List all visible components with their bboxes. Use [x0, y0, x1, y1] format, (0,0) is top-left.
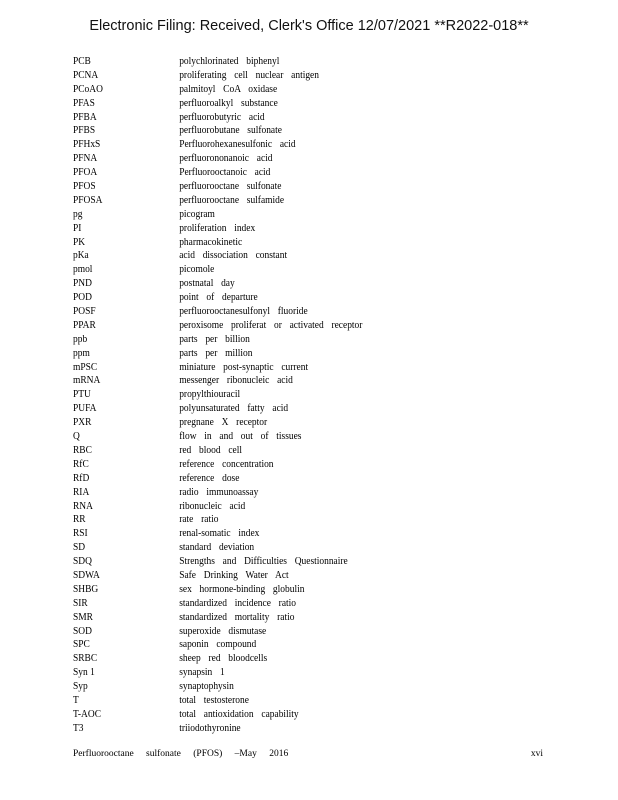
- abbreviation-row: [73, 555, 505, 569]
- abbreviation-definition: saponin compound: [179, 639, 257, 651]
- abbreviation-row: [73, 597, 505, 611]
- abbreviation-term: PPAR: [73, 319, 96, 331]
- abbreviation-row: [73, 416, 505, 430]
- abbreviation-definition: postnatal day: [179, 278, 235, 290]
- abbreviation-term: SMR: [73, 611, 93, 623]
- abbreviation-definition: flow in and out of tissues: [179, 431, 302, 443]
- abbreviation-row: [73, 388, 505, 402]
- abbreviation-row: [73, 361, 505, 375]
- abbreviation-row: [73, 138, 505, 152]
- abbreviation-term: T-AOC: [73, 708, 102, 720]
- abbreviation-row: [73, 83, 505, 97]
- abbreviation-row: [73, 513, 505, 527]
- abbreviation-row: [73, 444, 505, 458]
- abbreviation-term: PFBA: [73, 111, 97, 123]
- abbreviation-row: [73, 430, 505, 444]
- abbreviation-term: PFBS: [73, 125, 96, 137]
- abbreviation-row: [73, 319, 505, 333]
- abbreviation-definition: proliferating cell nuclear antigen: [179, 69, 319, 81]
- abbreviation-definition: Perfluorohexanesulfonic acid: [179, 139, 296, 151]
- abbreviation-row: [73, 180, 505, 194]
- abbreviation-row: [73, 472, 505, 486]
- abbreviation-term: PND: [73, 278, 92, 290]
- filing-stamp: Electronic Filing: Received, Clerk's Office 12/07/2021 **R2022-018**: [89, 18, 529, 34]
- abbreviation-definition: proliferation index: [179, 222, 256, 234]
- abbreviation-term: RIA: [73, 486, 90, 498]
- abbreviation-definition: point of departure: [179, 292, 258, 304]
- abbreviation-row: [73, 541, 505, 555]
- abbreviation-term: PTU: [73, 389, 91, 401]
- abbreviation-definition: synapsin 1: [179, 667, 225, 679]
- footer-page-number: xvi: [530, 749, 543, 759]
- abbreviation-row: [73, 680, 505, 694]
- abbreviation-definition: standardized incidence ratio: [179, 597, 297, 609]
- abbreviation-definition: radio immunoassay: [179, 486, 259, 498]
- abbreviation-row: [73, 500, 505, 514]
- abbreviation-row: [73, 152, 505, 166]
- footer-document-title: Perfluorooctane sulfonate (PFOS) –May 2016: [73, 749, 289, 759]
- abbreviation-term: PCoAO: [73, 83, 103, 95]
- abbreviation-row: [73, 277, 505, 291]
- abbreviation-definition: polyunsaturated fatty acid: [179, 403, 289, 415]
- abbreviation-row: [73, 222, 505, 236]
- abbreviation-row: [73, 236, 505, 250]
- abbreviation-definition: ribonucleic acid: [179, 500, 246, 512]
- abbreviation-row: [73, 527, 505, 541]
- abbreviation-definition: propylthiouracil: [179, 389, 241, 401]
- abbreviation-term: PCNA: [73, 69, 99, 81]
- abbreviation-row: [73, 333, 505, 347]
- abbreviation-term: PFOS: [73, 181, 96, 193]
- abbreviation-row: [73, 611, 505, 625]
- abbreviation-term: RBC: [73, 444, 92, 456]
- abbreviation-row: [73, 402, 505, 416]
- abbreviation-definition: sheep red bloodcells: [179, 653, 268, 665]
- abbreviation-term: PXR: [73, 417, 92, 429]
- abbreviation-row: [73, 166, 505, 180]
- abbreviation-definition: polychlorinated biphenyl: [179, 56, 280, 67]
- abbreviation-row: [73, 625, 505, 639]
- abbreviation-definition: pharmacokinetic: [179, 236, 243, 248]
- abbreviation-definition: miniature post-synaptic current: [179, 361, 309, 373]
- abbreviation-row: [73, 347, 505, 361]
- abbreviation-row: [73, 458, 505, 472]
- abbreviation-term: SDWA: [73, 569, 100, 581]
- abbreviation-term: T3: [73, 722, 84, 734]
- abbreviation-term: SHBG: [73, 583, 99, 595]
- abbreviation-definition: renal-somatic index: [179, 528, 260, 540]
- abbreviation-term: PUFA: [73, 403, 97, 415]
- abbreviation-term: mRNA: [73, 375, 101, 387]
- abbreviation-definition: pregnane X receptor: [179, 417, 268, 429]
- abbreviation-term: PFNA: [73, 153, 98, 165]
- abbreviation-term: RNA: [73, 500, 93, 512]
- abbreviation-term: pKa: [73, 250, 89, 262]
- abbreviation-definition: picomole: [179, 264, 215, 276]
- abbreviation-definition: triiodothyronine: [179, 722, 241, 734]
- abbreviation-term: SDQ: [73, 556, 92, 568]
- abbreviation-term: ppm: [73, 347, 90, 359]
- abbreviation-definition: reference concentration: [179, 458, 274, 470]
- abbreviation-term: Syp: [73, 681, 88, 693]
- abbreviation-definition: parts per million: [179, 347, 253, 359]
- abbreviation-definition: reference dose: [179, 472, 240, 484]
- abbreviation-term: PI: [73, 222, 82, 234]
- abbreviation-term: SOD: [73, 625, 92, 637]
- abbreviation-term: Syn 1: [73, 667, 95, 679]
- abbreviation-term: PFHxS: [73, 139, 101, 151]
- abbreviation-term: PFAS: [73, 97, 95, 109]
- abbreviation-row: [73, 374, 505, 388]
- abbreviation-term: PFOA: [73, 167, 98, 179]
- abbreviation-definition: perfluoroalkyl substance: [179, 97, 278, 109]
- abbreviation-definition: standardized mortality ratio: [179, 611, 295, 623]
- abbreviation-row: [73, 124, 505, 138]
- abbreviation-term: pg: [73, 208, 83, 220]
- abbreviation-definition: perfluorooctane sulfamide: [179, 194, 285, 206]
- abbreviation-term: POSF: [73, 306, 96, 318]
- abbreviation-definition: rate ratio: [179, 514, 219, 526]
- abbreviation-term: Q: [73, 431, 80, 443]
- abbreviation-row: [73, 291, 505, 305]
- abbreviation-term: POD: [73, 292, 92, 304]
- abbreviation-term: RR: [73, 514, 86, 526]
- abbreviation-definition: standard deviation: [179, 542, 255, 554]
- abbreviation-term: RSI: [73, 528, 88, 540]
- abbreviation-row: [73, 305, 505, 319]
- abbreviation-term: ppb: [73, 333, 88, 345]
- abbreviation-row: [73, 722, 505, 736]
- abbreviation-definition: perfluorononanoic acid: [179, 153, 273, 165]
- abbreviation-row: [73, 638, 505, 652]
- abbreviation-definition: picogram: [179, 208, 215, 220]
- abbreviation-row: [73, 652, 505, 666]
- abbreviation-row: [73, 263, 505, 277]
- abbreviation-term: PCB: [73, 56, 91, 67]
- abbreviation-definition: superoxide dismutase: [179, 625, 267, 637]
- abbreviation-definition: perfluorooctanesulfonyl fluoride: [179, 306, 308, 318]
- abbreviation-list: [73, 55, 505, 736]
- abbreviation-definition: perfluorobutane sulfonate: [179, 125, 282, 137]
- abbreviation-row: [73, 708, 505, 722]
- abbreviation-definition: peroxisome proliferat or activated receptor: [179, 319, 363, 331]
- abbreviation-row: [73, 208, 505, 222]
- abbreviation-row: [73, 666, 505, 680]
- abbreviation-definition: parts per billion: [179, 333, 250, 345]
- abbreviation-row: [73, 583, 505, 597]
- abbreviation-row: [73, 194, 505, 208]
- abbreviation-definition: Safe Drinking Water Act: [179, 569, 289, 581]
- abbreviation-term: PFOSA: [73, 194, 103, 206]
- abbreviation-definition: Perfluorooctanoic acid: [179, 167, 271, 179]
- abbreviation-definition: messenger ribonucleic acid: [179, 375, 293, 387]
- page-footer: [73, 749, 543, 759]
- abbreviation-definition: perfluorobutyric acid: [179, 111, 265, 123]
- abbreviation-definition: palmitoyl CoA oxidase: [179, 83, 278, 95]
- abbreviation-term: SIR: [73, 597, 88, 609]
- abbreviation-term: SRBC: [73, 653, 98, 665]
- abbreviation-row: [73, 694, 505, 708]
- abbreviation-term: T: [73, 694, 79, 706]
- abbreviation-definition: sex hormone-binding globulin: [179, 583, 305, 595]
- abbreviation-row: [73, 486, 505, 500]
- abbreviation-term: SD: [73, 542, 86, 554]
- abbreviation-term: RfC: [73, 458, 89, 470]
- abbreviation-row: [73, 249, 505, 263]
- abbreviation-definition: perfluorooctane sulfonate: [179, 181, 282, 193]
- abbreviation-term: mPSC: [73, 361, 98, 373]
- abbreviation-row: [73, 69, 505, 83]
- abbreviation-definition: red blood cell: [179, 444, 242, 456]
- abbreviation-definition: acid dissociation constant: [179, 250, 288, 262]
- abbreviation-row: [73, 97, 505, 111]
- abbreviation-term: PK: [73, 236, 86, 248]
- abbreviation-definition: total antioxidation capability: [179, 708, 299, 720]
- abbreviation-definition: synaptophysin: [179, 681, 234, 693]
- abbreviation-term: SPC: [73, 639, 90, 651]
- abbreviation-row: [73, 569, 505, 583]
- abbreviation-row: [73, 111, 505, 125]
- abbreviation-term: RfD: [73, 472, 90, 484]
- abbreviation-definition: total testosterone: [179, 694, 249, 706]
- abbreviation-term: pmol: [73, 264, 93, 276]
- abbreviation-row: [73, 55, 505, 69]
- abbreviation-definition: Strengths and Difficulties Questionnaire: [179, 556, 348, 568]
